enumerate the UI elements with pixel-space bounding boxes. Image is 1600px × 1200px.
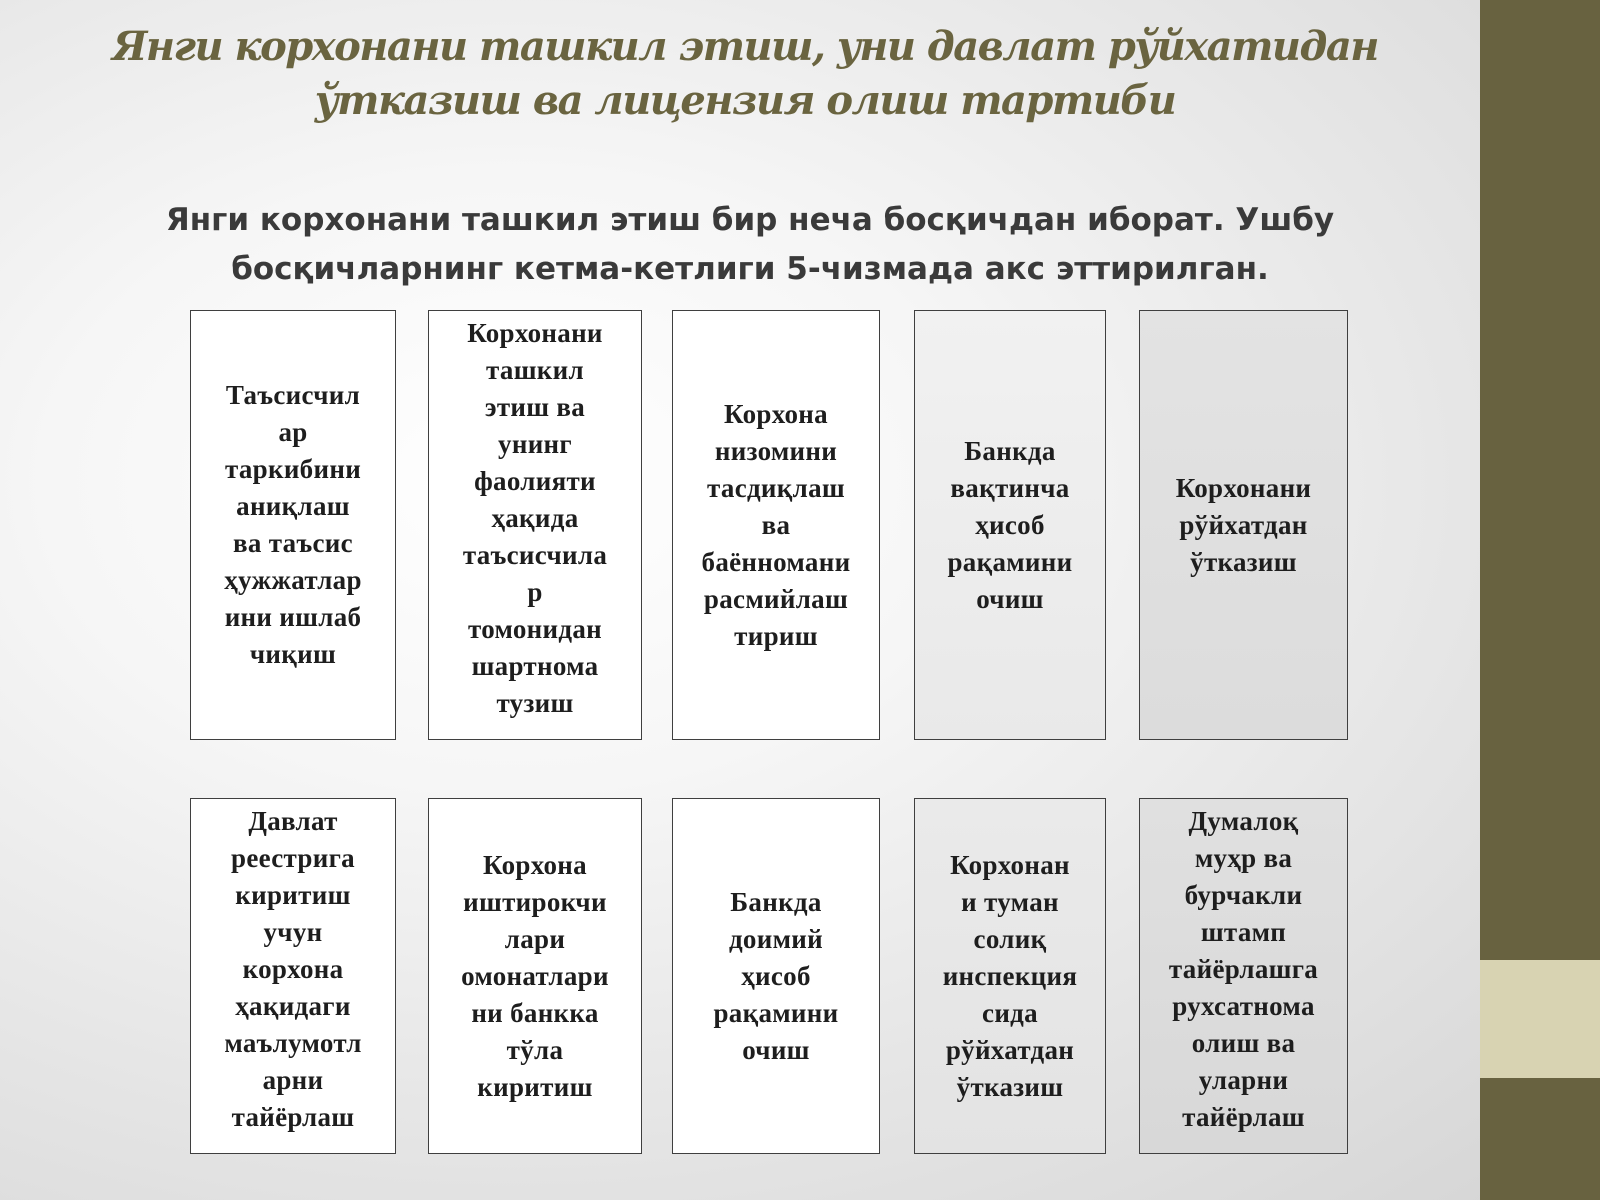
step-box-6 <box>190 798 396 1154</box>
step-text-2: Корхонани ташкил этиш ва унинг фаолияти ҳақида таъсисчила р томонидан шартнома тузиш <box>462 318 608 718</box>
step-text-1: Таъсисчил ар таркибини аниқлаш ва таъсис ҳужжатлар ини ишлаб чиқиш <box>224 380 362 669</box>
step-text-6: Давлат реестрига киритиш учун корхона ҳақидаги маълумотл арни тайёрлаш <box>224 806 362 1132</box>
step-text-7: Корхона иштирокчи лари омонатлари ни банкка тўла киритиш <box>461 849 609 1102</box>
step-text-3: Корхона низомини тасдиқлаш ва баённомани расмийлаш тириш <box>701 398 851 651</box>
step-text-9: Корхонан и туман солиқ инспекция сида рўйхатдан ўтказиш <box>942 849 1078 1102</box>
step-text-10: Думалоқ муҳр ва бурчакли штамп тайёрлашга рухсатнома олиш ва уларни тайёрлаш <box>1168 806 1319 1132</box>
step-box-9 <box>914 798 1106 1154</box>
sidebar-accent-stripe <box>1480 960 1600 1078</box>
step-text-8: Банкда доимий ҳисоб рақамини очиш <box>713 886 839 1065</box>
slide-title: Янги корхонани ташкил этиш, уни давлат рўйхатидан ўтказиш ва лицензия олиш тартиби <box>112 23 1378 124</box>
step-text-5: Корхонани рўйхатдан ўтказиш <box>1175 472 1312 577</box>
step-box-7 <box>428 798 642 1154</box>
step-box-1 <box>190 310 396 740</box>
step-box-2 <box>428 310 642 740</box>
step-box-3 <box>672 310 880 740</box>
slide-subtitle: Янги корхонани ташкил этиш бир неча босқичдан иборат. Ушбу босқичларнинг кетма-кетлиги 5-чизмада акс эттирилган. <box>165 202 1335 287</box>
step-text-4: Банкда вақтинча ҳисоб рақамини очиш <box>947 435 1073 614</box>
step-box-10 <box>1139 798 1348 1154</box>
step-box-4 <box>914 310 1106 740</box>
step-box-5 <box>1139 310 1348 740</box>
step-box-8 <box>672 798 880 1154</box>
